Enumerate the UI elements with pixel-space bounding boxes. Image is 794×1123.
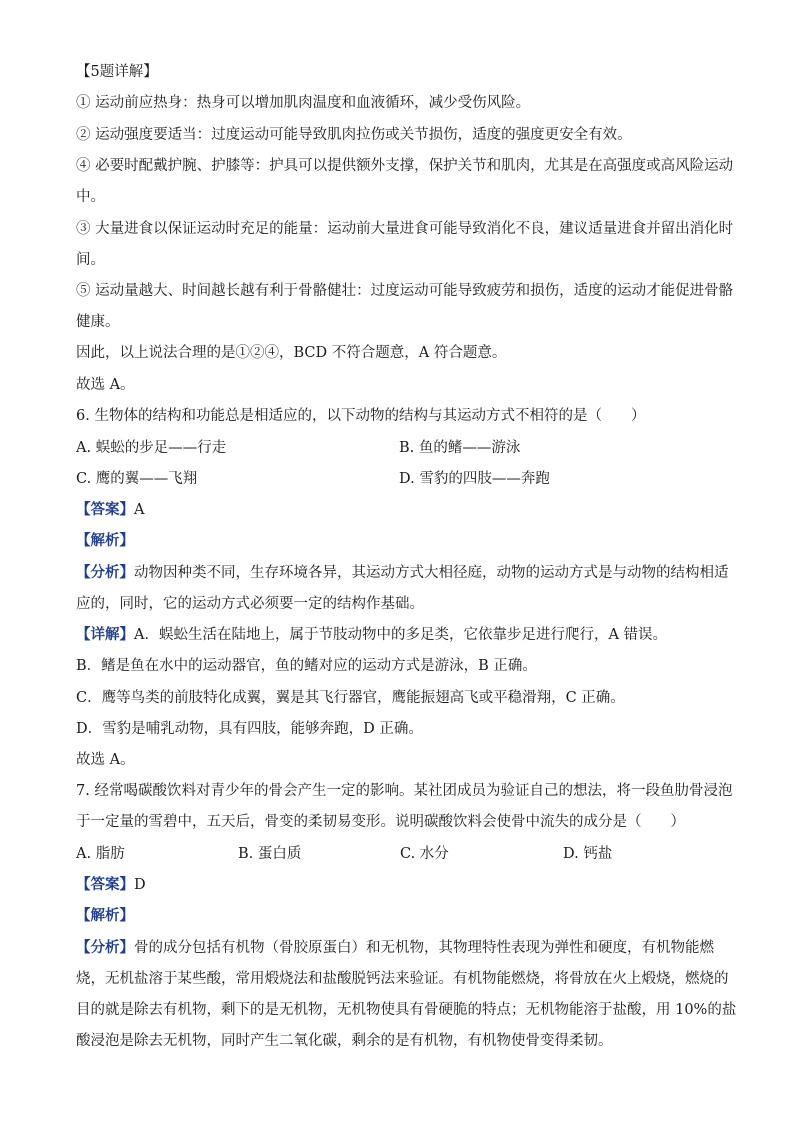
q6-option-c: C. 鹰的翼——飞翔 [76,471,198,487]
fenxi-label: 【分析】 [76,939,134,956]
q6-stem: 6. 生物体的结构和功能总是相适应的，以下动物的结构与其运动方式不相符的是（ ） [76,408,646,424]
q5-line-8: 健康。 [76,314,120,330]
q5-line-4: 中。 [76,189,105,205]
q7-fenxi-3: 目的就是除去有机物，剩下的是无机物，无机物使具有骨硬脆的特点；无机物能溶于盐酸，用 10%的盐 [76,1002,737,1018]
detail-text: A．蜈蚣生活在陆地上，属于节肢动物中的多足类，它依靠步足进行爬行，A 错误。 [134,627,668,643]
q7-fenxi-4: 酸浸泡是除去无机物，同时产生二氧化碳，剩余的是有机物，有机物使骨变得柔韧。 [76,1033,613,1049]
answer-label: 【答案】 [76,501,134,518]
fenxi-label: 【分析】 [76,564,134,581]
q6-answer [76,500,144,520]
q7-option-b: B. 蛋白质 [238,846,302,862]
q7-fenxi-1 [76,938,714,958]
q7-option-c: C. 水分 [400,846,449,862]
q5-line-5: ③ 大量进食以保证运动时充足的能量：运动前大量进食可能导致消化不良，建议适量进食并留出消化时 [76,221,734,237]
q5-line-10: 故选 A。 [76,377,135,393]
q6-fenxi-1 [76,563,729,583]
q7-stem-1: 7. 经常喝碳酸饮料对青少年的骨会产生一定的影响。某社团成员为验证自己的想法，将一段鱼肋骨浸泡 [76,783,733,799]
q6-option-d: D. 雪豹的四肢——奔跑 [399,471,550,487]
q7-stem-2: 于一定量的雪碧中，五天后，骨变的柔韧易变形。说明碳酸饮料会使骨中流失的成分是（ ） [76,814,685,830]
q6-fenxi-2: 应的，同时，它的运动方式必须要一定的结构作基础。 [76,596,424,612]
q6-conclusion: 故选 A。 [76,752,135,768]
q5-line-2: ② 运动强度要适当：过度运动可能导致肌肉拉伤或关节损伤，适度的强度更安全有效。 [76,127,632,143]
answer-value: A [134,502,145,518]
q6-analysis-label: 【解析】 [76,532,134,549]
q7-option-a: A. 脂肪 [76,846,125,862]
q5-line-6: 间。 [76,252,105,268]
q5-header: 【5题详解】 [76,64,158,80]
q6-option-a: A. 蜈蚣的步足——行走 [76,440,227,456]
q6-detail-2: B．鳍是鱼在水中的运动器官，鱼的鳍对应的运动方式是游泳，B 正确。 [76,658,537,674]
detail-label: 【详解】 [76,626,134,643]
fenxi-text: 动物因种类不同，生存环境各异，其运动方式大相径庭，动物的运动方式是与动物的结构相适 [134,565,729,581]
q5-line-9: 因此，以上说法合理的是①②④，BCD 不符合题意，A 符合题意。 [76,345,507,361]
q7-analysis-label: 【解析】 [76,907,134,924]
q5-line-7: ⑤ 运动量越大、时间越长越有利于骨骼健壮：过度运动可能导致疲劳和损伤，适度的运动才能促进骨骼 [76,283,734,299]
q6-detail-4: D．雪豹是哺乳动物，具有四肢，能够奔跑，D 正确。 [76,721,423,737]
fenxi-text: 骨的成分包括有机物（骨胶原蛋白）和无机物，其物理特性表现为弹性和硬度，有机物能燃 [134,940,714,956]
q6-option-b: B. 鱼的鳍——游泳 [399,440,521,456]
q7-answer [76,875,146,895]
q6-detail-1 [76,625,667,645]
answer-label: 【答案】 [76,876,134,893]
q7-fenxi-2: 烧，无机盐溶于某些酸，常用煅烧法和盐酸脱钙法来验证。有机物能燃烧，将骨放在火上煅烧，燃烧的 [76,971,729,987]
q7-option-d: D. 钙盐 [563,846,613,862]
q5-line-1: ① 运动前应热身：热身可以增加肌肉温度和血液循环，减少受伤风险。 [76,95,531,111]
q6-detail-3: C．鹰等鸟类的前肢特化成翼，翼是其飞行器官，鹰能振翅高飞或平稳滑翔，C 正确。 [76,690,625,706]
q5-line-3: ④ 必要时配戴护腕、护膝等：护具可以提供额外支撑，保护关节和肌肉，尤其是在高强度或高风险运动 [76,158,734,174]
answer-value: D [134,877,146,893]
